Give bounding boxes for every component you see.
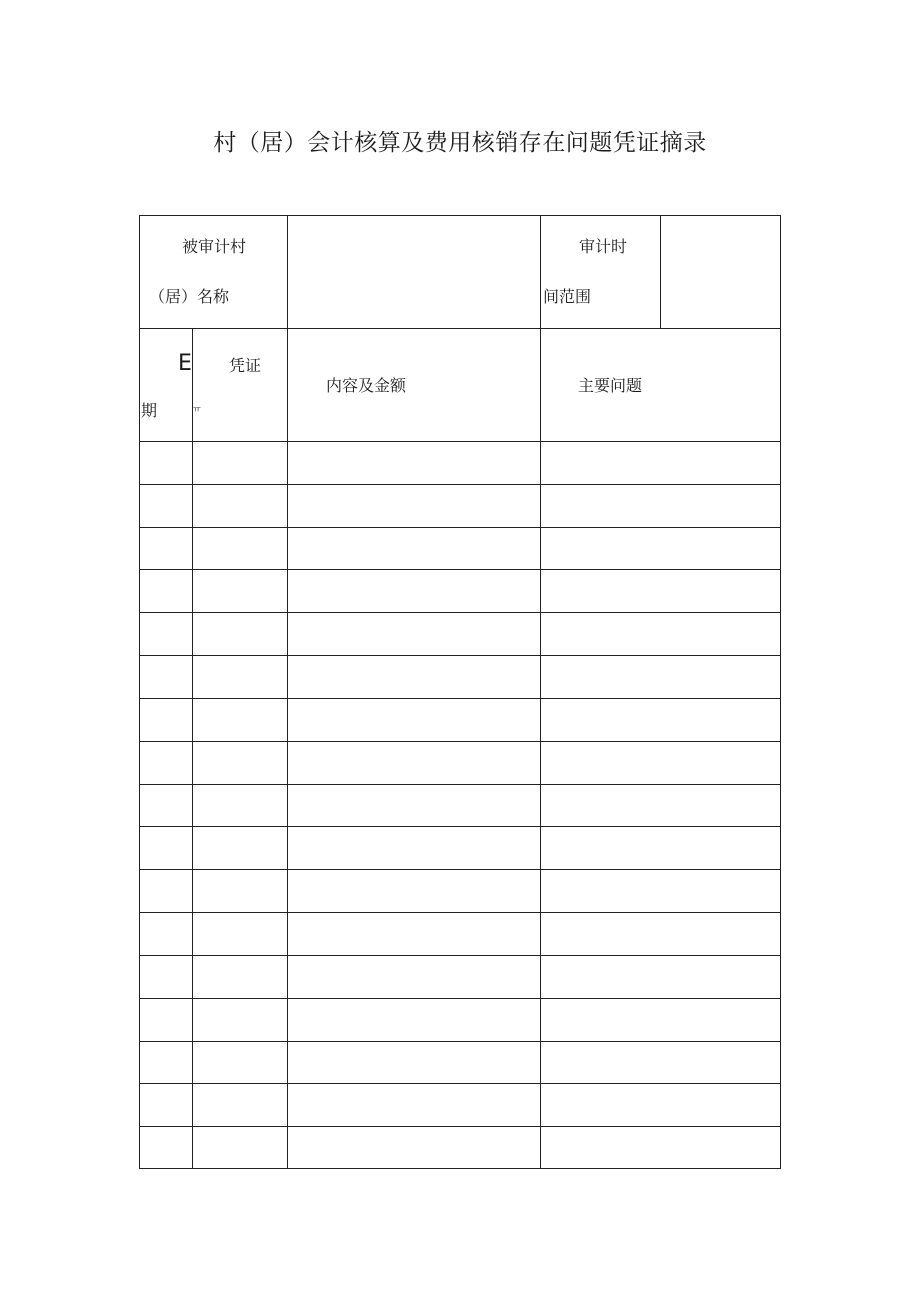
audited-village-label-line2: （居）名称	[149, 287, 230, 306]
audit-period-label-line1: 审计时	[579, 237, 628, 256]
document-title: 村（居）会计核算及费用核销存在问题凭证摘录	[213, 130, 707, 156]
audited-village-label-line1: 被审计村	[182, 237, 247, 256]
table-row[interactable]	[140, 656, 780, 698]
table-row[interactable]	[140, 742, 780, 784]
table-row[interactable]	[140, 528, 780, 570]
table-row[interactable]	[140, 827, 780, 869]
header-divider	[139, 328, 781, 329]
table-row[interactable]	[140, 1084, 780, 1126]
table-row[interactable]	[140, 1042, 780, 1084]
table-row[interactable]	[140, 870, 780, 912]
table-row[interactable]	[140, 613, 780, 655]
period-label-value-divider	[660, 215, 661, 328]
table-row[interactable]	[140, 785, 780, 827]
main-issues-header: 主要问题	[578, 376, 643, 395]
table-row[interactable]	[140, 913, 780, 955]
table-row[interactable]	[140, 1127, 780, 1169]
table-row[interactable]	[140, 485, 780, 527]
audit-period-label-line2: 间范围	[543, 287, 592, 306]
table-row[interactable]	[140, 442, 780, 484]
table-row[interactable]	[140, 699, 780, 741]
date-header-char: E	[178, 351, 192, 376]
table-row[interactable]	[140, 956, 780, 998]
content-amount-header: 内容及金额	[326, 376, 407, 395]
voucher-header: 凭证	[229, 356, 262, 375]
table-row[interactable]	[140, 999, 780, 1041]
voucher-header-mark: ㅠ	[193, 405, 201, 414]
date-header-rest: 期	[141, 401, 158, 420]
table-row[interactable]	[140, 570, 780, 612]
